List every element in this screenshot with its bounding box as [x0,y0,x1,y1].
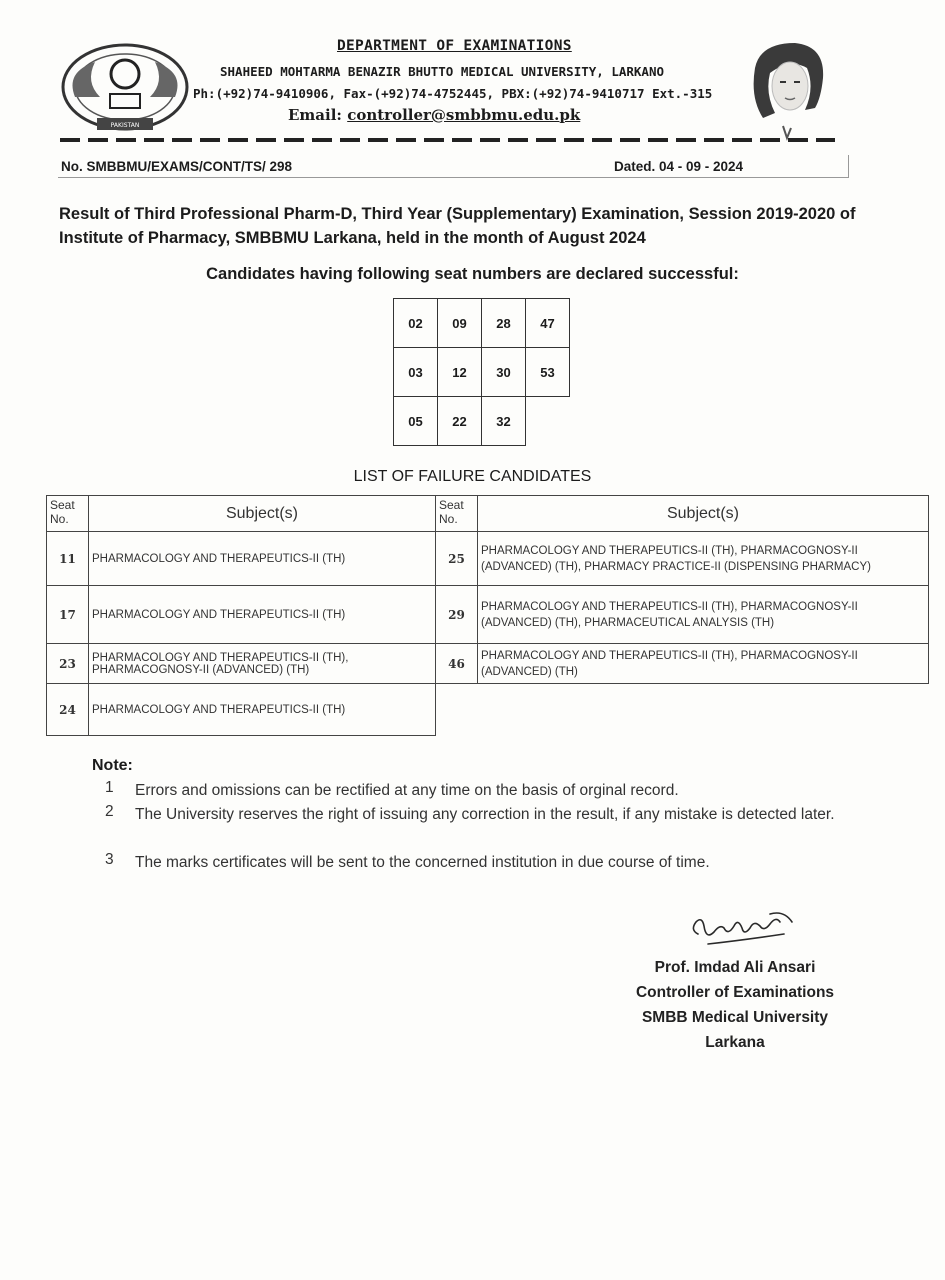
failure-subjects: PHARMACOLOGY AND THERAPEUTICS-II (TH), PHARMACOGNOSY-II (ADVANCED) (TH) [478,644,929,684]
failure-seat: 17 [47,586,89,644]
reference-rule [58,177,848,178]
contact-numbers: Ph:(+92)74-9410906, Fax-(+92)74-4752445, PBX:(+92)74-9410717 Ext.-315 [193,86,713,101]
note-text: Errors and omissions can be rectified at any time on the basis of orginal record. [135,782,679,799]
header-subjects: Subject(s) [478,496,929,532]
signatory-name: Prof. Imdad Ali Ansari [654,959,816,976]
failure-row [47,586,929,644]
passed-row [394,397,570,446]
passed-seat: 02 [394,299,438,348]
failure-subjects: PHARMACOLOGY AND THERAPEUTICS-II (TH) [89,532,436,586]
note-text: The marks certificates will be sent to the concerned institution in due course of time. [135,854,710,871]
failure-seat: 11 [47,532,89,586]
result-heading: Result of Third Professional Pharm-D, Third Year (Supplementary) Examination, Session 2019-2020 of Institute of Pharmacy, SMBBMU Larkana, held in the month of August 2024 [59,205,856,247]
failure-subjects: PHARMACOLOGY AND THERAPEUTICS-II (TH), PHARMACOGNOSY-II (ADVANCED) (TH), PHARMACY PRACTICE-II (DISPENSING PHARMACY) [478,532,929,586]
failure-seat: 46 [436,644,478,684]
note-number: 1 [105,779,114,796]
failure-header-row [47,496,929,532]
passed-seat: 12 [438,348,482,397]
notes-title: Note: [92,757,133,774]
failure-seat: 29 [436,586,478,644]
passed-seat: 03 [394,348,438,397]
university-logo [55,42,195,137]
department-title: DEPARTMENT OF EXAMINATIONS [337,38,572,54]
header-seat-no: Seat No. [47,496,89,532]
note-number: 2 [105,803,114,820]
passed-row [394,348,570,397]
failure-table [46,495,929,736]
reference-date: Dated. 04 - 09 - 2024 [614,159,744,174]
handwritten-signature [684,900,804,952]
passed-seat-empty [526,397,570,446]
email-line [288,106,580,124]
passed-seat: 22 [438,397,482,446]
note-text: The University reserves the right of issuing any correction in the result, if any mistake is detected later. [135,806,835,823]
failure-row [47,644,929,684]
email-address[interactable]: controller@smbbmu.edu.pk [347,106,581,124]
passed-seat: 53 [526,348,570,397]
failure-subjects: PHARMACOLOGY AND THERAPEUTICS-II (TH) [89,586,436,644]
failure-seat: 25 [436,532,478,586]
failure-seat: 23 [47,644,89,684]
failure-subjects: PHARMACOLOGY AND THERAPEUTICS-II (TH), PHARMACOGNOSY-II (ADVANCED) (TH), PHARMACEUTICAL ANALYSIS (TH) [478,586,929,644]
letterhead-divider [60,138,835,142]
note-number: 3 [105,851,114,868]
header-seat-no: Seat No. [436,496,478,532]
logo-banner-text: PAKISTAN [110,122,140,129]
reference-rule-end [848,155,849,178]
passed-seat: 28 [482,299,526,348]
founder-portrait [745,38,835,143]
passed-seats-grid [393,298,570,446]
failure-seat: 24 [47,684,89,736]
passed-seat: 09 [438,299,482,348]
passed-seat: 05 [394,397,438,446]
passed-seat: 47 [526,299,570,348]
failure-row [47,532,929,586]
header-subjects: Subject(s) [89,496,436,532]
failure-row [47,684,929,736]
signatory-organization: SMBB Medical University [641,1009,829,1026]
university-name: SHAHEED MOHTARMA BENAZIR BHUTTO MEDICAL UNIVERSITY, LARKANO [220,64,665,79]
signatory-city: Larkana [705,1034,765,1051]
passed-row [394,299,570,348]
failure-subjects: PHARMACOLOGY AND THERAPEUTICS-II (TH), PHARMACOGNOSY-II (ADVANCED) (TH) [89,644,436,684]
failure-cell-empty [436,684,478,736]
failure-subjects: PHARMACOLOGY AND THERAPEUTICS-II (TH) [89,684,436,736]
passed-seat: 32 [482,397,526,446]
failure-cell-empty [478,684,929,736]
signatory-title: Controller of Examinations [635,984,835,1001]
email-label: Email: [288,106,342,124]
reference-number: No. SMBBMU/EXAMS/CONT/TS/ 298 [61,159,293,174]
passed-seat: 30 [482,348,526,397]
failure-list-title: LIST OF FAILURE CANDIDATES [353,468,592,485]
success-statement: Candidates having following seat numbers are declared successful: [206,265,739,283]
